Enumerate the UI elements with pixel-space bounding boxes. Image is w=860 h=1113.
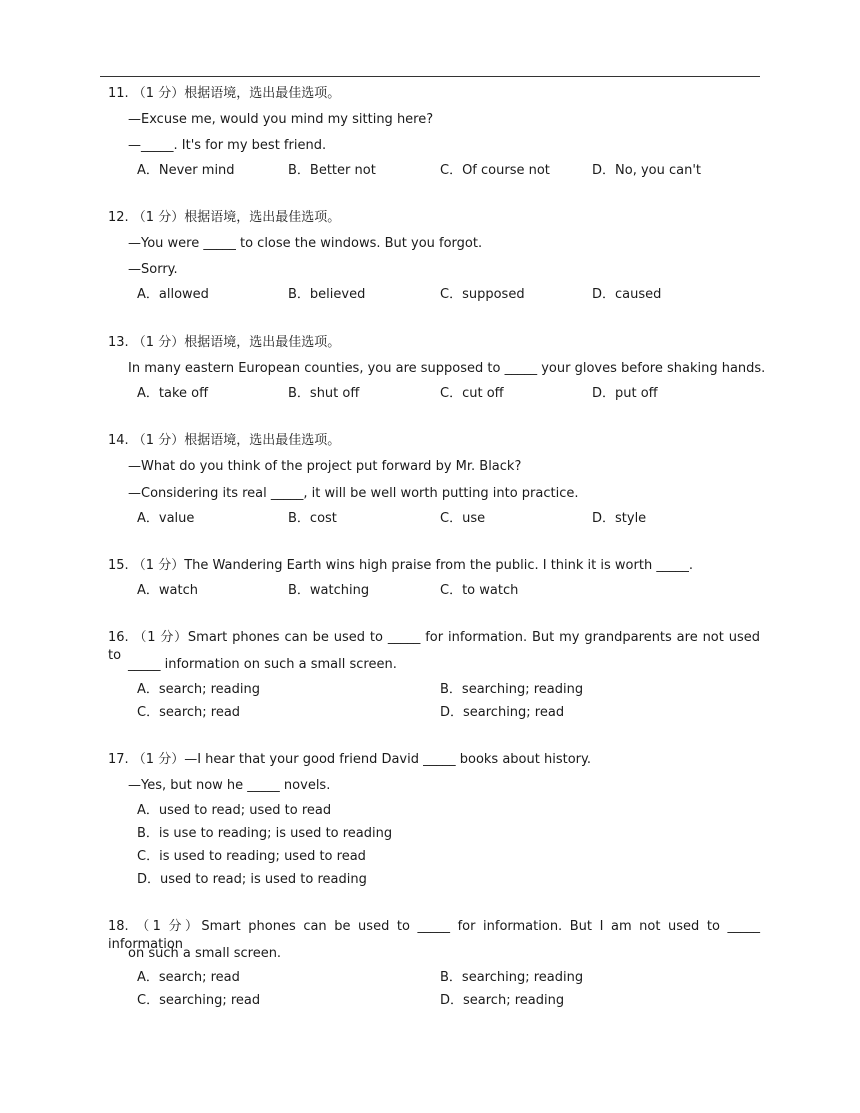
question-sentence: on such a small screen. bbox=[128, 946, 282, 961]
dialogue-line: —Sorry. bbox=[128, 262, 178, 277]
question-stem: 14. （1 分）根据语境，选出最佳选项。 bbox=[108, 433, 341, 448]
option-b[interactable]: B．watching bbox=[288, 583, 370, 598]
option-b[interactable]: B．cost bbox=[288, 511, 337, 526]
option-d[interactable]: D．put off bbox=[592, 386, 658, 401]
option-a[interactable]: A．search; reading bbox=[137, 682, 260, 697]
option-d[interactable]: D．searching; read bbox=[440, 705, 565, 720]
option-c[interactable]: C．to watch bbox=[440, 583, 519, 598]
header-rule bbox=[100, 76, 760, 77]
dialogue-line: —Yes, but now he _____ novels. bbox=[128, 778, 331, 793]
option-c[interactable]: C．Of course not bbox=[440, 163, 550, 178]
option-c[interactable]: C．searching; read bbox=[137, 993, 261, 1008]
option-a[interactable]: A．used to read; used to read bbox=[137, 803, 332, 818]
dialogue-line: —What do you think of the project put forward by Mr. Black? bbox=[128, 459, 522, 474]
option-d[interactable]: D．search; reading bbox=[440, 993, 565, 1008]
option-a[interactable]: A．Never mind bbox=[137, 163, 235, 178]
question-stem: 13. （1 分）根据语境，选出最佳选项。 bbox=[108, 335, 341, 350]
option-b[interactable]: B．shut off bbox=[288, 386, 360, 401]
option-c[interactable]: C．supposed bbox=[440, 287, 525, 302]
question-stem: 16. （1 分）Smart phones can be used to _____ for information. But my grandparents are not used to bbox=[108, 630, 760, 663]
option-b[interactable]: B．searching; reading bbox=[440, 682, 584, 697]
option-d[interactable]: D．caused bbox=[592, 287, 662, 302]
option-c[interactable]: C．search; read bbox=[137, 705, 241, 720]
option-a[interactable]: A．take off bbox=[137, 386, 209, 401]
option-d[interactable]: D．No, you can't bbox=[592, 163, 701, 178]
option-c[interactable]: C．is used to reading; used to read bbox=[137, 849, 366, 864]
option-a[interactable]: A．search; read bbox=[137, 970, 240, 985]
option-a[interactable]: A．watch bbox=[137, 583, 198, 598]
dialogue-line: —You were _____ to close the windows. But you forgot. bbox=[128, 236, 483, 251]
option-c[interactable]: C．cut off bbox=[440, 386, 504, 401]
option-c[interactable]: C．use bbox=[440, 511, 486, 526]
option-b[interactable]: B．Better not bbox=[288, 163, 376, 178]
option-b[interactable]: B．believed bbox=[288, 287, 366, 302]
option-d[interactable]: D．used to read; is used to reading bbox=[137, 872, 367, 887]
dialogue-line: —Excuse me, would you mind my sitting here? bbox=[128, 112, 434, 127]
option-a[interactable]: A．value bbox=[137, 511, 195, 526]
question-sentence: In many eastern European counties, you are supposed to _____ your gloves before shaking hands. bbox=[128, 361, 766, 376]
question-stem: 15. （1 分）The Wandering Earth wins high praise from the public. I think it is worth _____. bbox=[108, 558, 693, 573]
question-stem: 11. （1 分）根据语境，选出最佳选项。 bbox=[108, 86, 341, 101]
question-stem: 17. （1 分）—I hear that your good friend David _____ books about history. bbox=[108, 752, 591, 767]
question-sentence: _____ information on such a small screen. bbox=[128, 657, 397, 672]
question-stem: 18. （1 分）Smart phones can be used to _____ for information. But I am not used to _____ information bbox=[108, 919, 760, 952]
dialogue-line: —Considering its real _____, it will be well worth putting into practice. bbox=[128, 486, 579, 501]
option-d[interactable]: D．style bbox=[592, 511, 647, 526]
question-stem: 12. （1 分）根据语境，选出最佳选项。 bbox=[108, 210, 341, 225]
dialogue-line: —_____. It's for my best friend. bbox=[128, 138, 327, 153]
option-a[interactable]: A．allowed bbox=[137, 287, 209, 302]
option-b[interactable]: B．is use to reading; is used to reading bbox=[137, 826, 393, 841]
option-b[interactable]: B．searching; reading bbox=[440, 970, 584, 985]
